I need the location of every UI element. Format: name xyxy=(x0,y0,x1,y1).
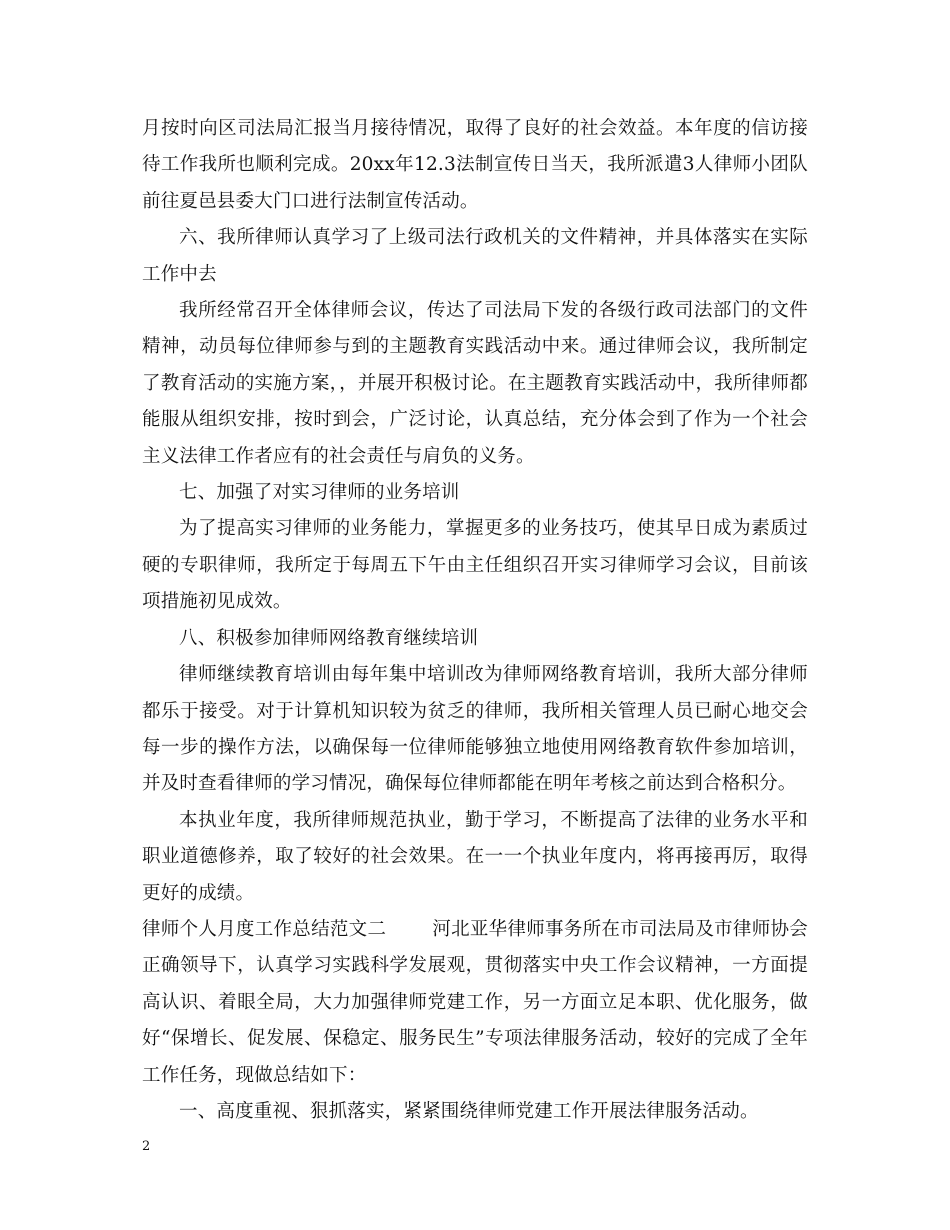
section-two-title: 律师个人月度工作总结范文二 xyxy=(142,918,387,940)
paragraph-lawyer-meetings: 我所经常召开全体律师会议，传达了司法局下发的各级行政司法部门的文件精神，动员每位律师参与到的主题教育实践活动中来。通过律师会议，我所制定了教育活动的实施方案，，并展开积极讨论。在主题教育实践活动中，我所律师都能服从组织安排，按时到会，广泛讨论，认真总结，充分体会到了作为一个社会主义法律工作者应有的社会责任与肩负的义务。 xyxy=(142,300,808,467)
heading-section-six: 六、我所律师认真学习了上级司法行政机关的文件精神，并具体落实在实际工作中去 xyxy=(142,227,808,285)
heading-section-seven: 七、加强了对实习律师的业务培训 xyxy=(179,482,460,504)
paragraph-year-conclusion: 本执业年度，我所律师规范执业，勤于学习，不断提高了法律的业务水平和职业道德修养，取了较好的社会效果。在一一个执业年度内，将再接再厉，取得更好的成绩。 xyxy=(142,809,808,904)
section-two-paragraph xyxy=(142,912,808,1094)
heading-section-eight: 八、积极参加律师网络教育继续培训 xyxy=(179,627,479,649)
document-body xyxy=(142,111,808,1130)
heading-part-one: 一、高度重视、狠抓落实，紧紧围绕律师党建工作开展法律服务活动。 xyxy=(179,1100,759,1122)
paragraph-reception-summary: 月按时向区司法局汇报当月接待情况，取得了良好的社会效益。本年度的信访接待工作我所也顺利完成。20xx年12.3法制宣传日当天，我所派遣3人律师小团队前往夏邑县委大门口进行法制宣传活动。 xyxy=(142,118,808,212)
paragraph-intern-training: 为了提高实习律师的业务能力，掌握更多的业务技巧，使其早日成为素质过硬的专职律师，我所定于每周五下午由主任组织召开实习律师学习会议，目前该项措施初见成效。 xyxy=(142,518,808,613)
page-number: 2 xyxy=(142,1139,151,1154)
paragraph-online-education: 律师继续教育培训由每年集中培训改为律师网络教育培训，我所大部分律师都乐于接受。对于计算机知识较为贫乏的律师，我所相关管理人员已耐心地交会每一步的操作方法，以确保每一位律师能够独立地使用网络教育软件参加培训，并及时查看律师的学习情况，确保每位律师都能在明年考核之前达到合格积分。 xyxy=(142,664,808,795)
section-two-body: 河北亚华律师事务所在市司法局及市律师协会正确领导下，认真学习实践科学发展观，贯彻落实中央工作会议精神，一方面提高认识、着眼全局，大力加强律师党建工作，另一方面立足本职、优化服务，做好“保增长、促发展、保稳定、服务民生”专项法律服务活动，较好的完成了全年工作任务，现做总结如下： xyxy=(142,918,808,1086)
